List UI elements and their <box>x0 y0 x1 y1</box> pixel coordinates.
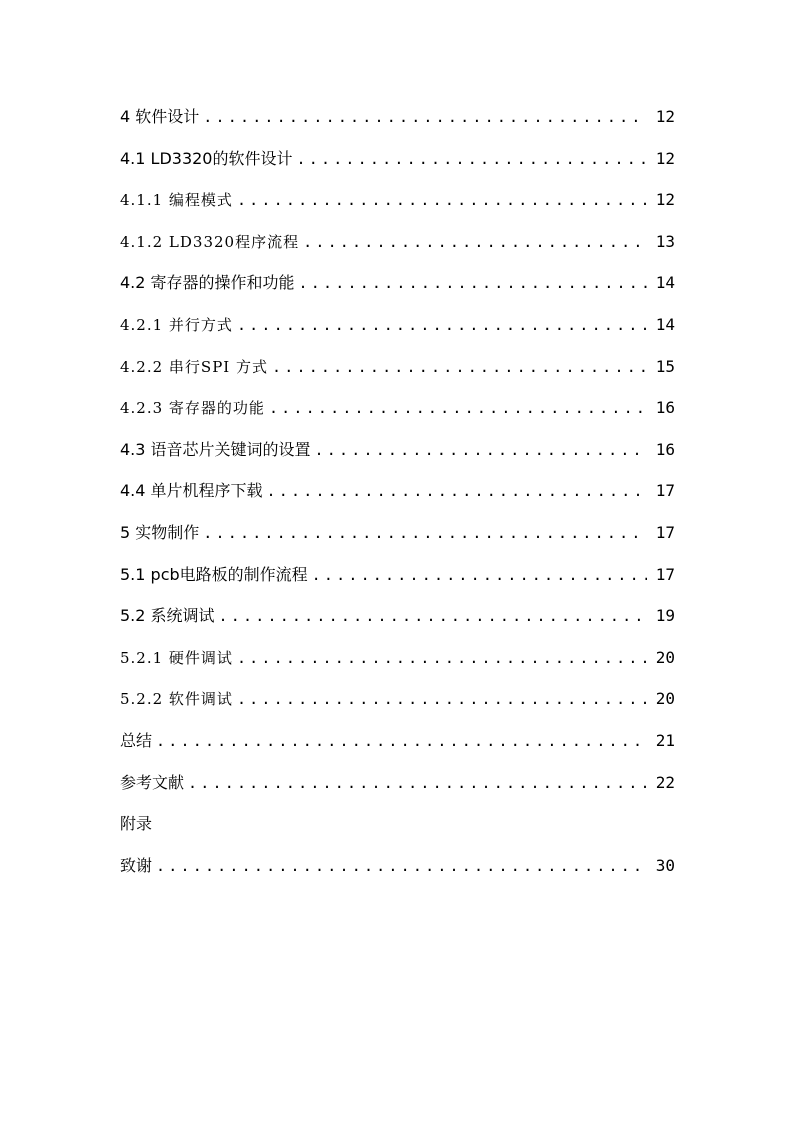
toc-entry-page: 19 <box>655 606 675 626</box>
toc-entry-page: 17 <box>655 564 675 584</box>
toc-entry-title: 总结 <box>120 730 153 750</box>
toc-entry-appendix[interactable] <box>120 803 675 845</box>
toc-entry-4-2-3[interactable] <box>120 387 675 429</box>
toc-entry-title: 5.2.1 硬件调试 <box>120 648 233 667</box>
toc-entry-5-1[interactable] <box>120 554 675 596</box>
toc-entry-page: 14 <box>655 273 675 293</box>
toc-leader-dots <box>237 305 647 347</box>
toc-leader-dots <box>237 638 647 680</box>
toc-leader-dots <box>237 180 647 222</box>
toc-entry-title: 4 软件设计 <box>120 107 200 126</box>
toc-entry-page: 21 <box>655 730 675 750</box>
toc-entry-5-2-2[interactable] <box>120 678 675 720</box>
toc-entry-title: 附录 <box>120 814 153 834</box>
toc-entry-page: 15 <box>655 356 675 376</box>
toc-leader-dots <box>272 347 647 389</box>
toc-entry-page: 16 <box>655 398 675 418</box>
toc-entry-title: 4.1.2 LD3320程序流程 <box>120 232 300 251</box>
toc-entry-4-2-2[interactable] <box>120 346 675 388</box>
toc-entry-title: 4.1.1 编程模式 <box>120 191 233 210</box>
toc-entry-page: 22 <box>655 772 675 792</box>
toc-entry-4-4[interactable] <box>120 470 675 512</box>
toc-leader-dots <box>156 846 647 888</box>
toc-entry-5[interactable] <box>120 512 675 554</box>
toc-leader-dots <box>303 222 647 264</box>
toc-entry-page: 17 <box>655 481 675 501</box>
toc-entry-page: 12 <box>655 107 675 126</box>
toc-leader-dots <box>203 513 647 555</box>
toc-entry-title: 4.4 单片机程序下载 <box>120 481 263 501</box>
toc-leader-dots <box>299 263 647 305</box>
toc-entry-title: 5.1 pcb电路板的制作流程 <box>120 564 308 584</box>
toc-entry-title: 4.3 语音芯片关键词的设置 <box>120 439 311 459</box>
toc-entry-summary[interactable] <box>120 720 675 762</box>
toc-entry-4-2-1[interactable] <box>120 304 675 346</box>
toc-leader-dots <box>297 139 648 181</box>
toc-entry-title: 5 实物制作 <box>120 522 200 542</box>
toc-entry-page: 17 <box>655 522 675 542</box>
toc-entry-4-1-1[interactable] <box>120 179 675 221</box>
toc-entry-page: 14 <box>655 314 675 334</box>
toc-entry-4-1-2[interactable] <box>120 221 675 263</box>
toc-entry-title: 4.2.1 并行方式 <box>120 315 233 334</box>
toc-entry-page: 16 <box>655 439 675 459</box>
toc-entry-page: 12 <box>655 190 675 210</box>
toc-leader-dots <box>219 596 647 638</box>
toc-entry-acknowledgements[interactable] <box>120 845 675 887</box>
toc-entry-title: 4.2.3 寄存器的功能 <box>120 399 265 418</box>
toc-entry-page: 20 <box>655 689 675 709</box>
table-of-contents <box>120 96 675 886</box>
toc-leader-dots <box>269 388 647 430</box>
toc-leader-dots <box>156 721 647 763</box>
toc-leader-dots <box>315 430 647 472</box>
toc-leader-dots <box>267 471 647 513</box>
toc-entry-title: 参考文献 <box>120 772 185 792</box>
toc-entry-4-1[interactable] <box>120 138 675 180</box>
toc-entry-title: 4.2 寄存器的操作和功能 <box>120 273 295 293</box>
toc-entry-title: 致谢 <box>120 855 153 875</box>
toc-entry-page: 30 <box>655 855 675 875</box>
toc-entry-page: 12 <box>655 148 675 168</box>
toc-entry-5-2-1[interactable] <box>120 637 675 679</box>
toc-entry-title: 4.2.2 串行SPI 方式 <box>120 357 268 376</box>
toc-entry-title: 4.1 LD3320的软件设计 <box>120 148 293 168</box>
toc-entry-4-2[interactable] <box>120 262 675 304</box>
toc-entry-4-3[interactable] <box>120 429 675 471</box>
toc-leader-dots <box>312 555 647 597</box>
toc-entry-references[interactable] <box>120 762 675 804</box>
toc-entry-page: 13 <box>655 231 675 251</box>
toc-leader-dots <box>188 763 647 805</box>
toc-entry-5-2[interactable] <box>120 595 675 637</box>
toc-entry-page: 20 <box>655 647 675 667</box>
toc-entry-title: 5.2 系统调试 <box>120 606 215 626</box>
toc-entry-title: 5.2.2 软件调试 <box>120 690 233 709</box>
toc-leader-dots <box>237 679 647 721</box>
toc-entry-4[interactable] <box>120 96 675 138</box>
toc-leader-dots <box>203 97 647 139</box>
